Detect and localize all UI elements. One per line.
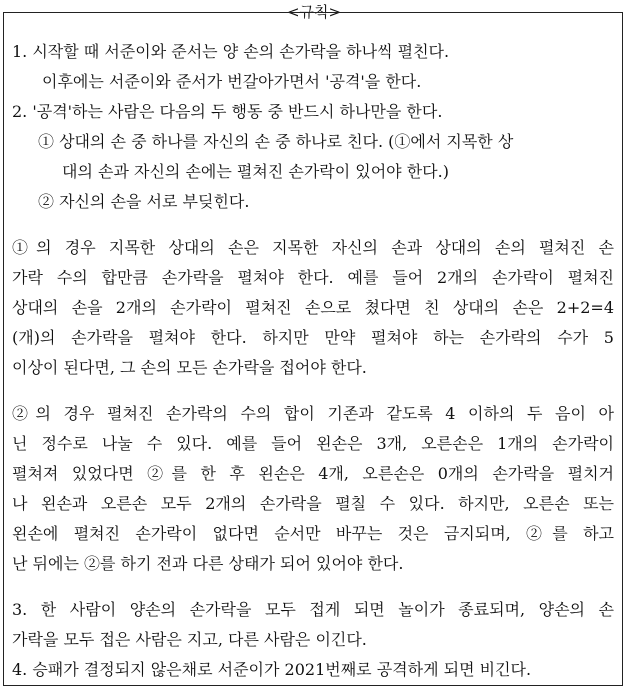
rule-3-line-2: 가락을 모두 접은 사람은 지고, 다른 사람은 이긴다. — [12, 630, 367, 649]
rule-2-option-2: ② 자신의 손을 서로 부딪힌다. — [38, 192, 250, 211]
para-1-line-2: 가락 수의 합만큼 손가락을 펼쳐야 한다. 예를 들어 2개의 손가락이 펼쳐진 — [12, 268, 614, 287]
rules-title-text: <규칙> — [273, 3, 355, 21]
spacer — [12, 383, 614, 399]
para-2-line-4: 나 왼손과 오른손 모두 2개의 손가락을 펼칠 수 있다. 하지만, 오른손 또는 — [12, 494, 614, 513]
para-2-line-1: ②의 경우 펼쳐진 손가락의 수의 합이 기존과 같도록 4 이하의 두 음이 아 — [12, 404, 614, 423]
para-1-line-3: 상대의 손을 2개의 손가락이 펼쳐진 손으로 쳤다면 친 상대의 손은 2+2=4 — [12, 298, 614, 317]
rule-2-line-1: 2. '공격'하는 사람은 다음의 두 행동 중 반드시 하나만을 한다. — [12, 102, 443, 121]
para-1-line-4: (개)의 손가락을 펼쳐야 한다. 하지만 만약 펼쳐야 하는 손가락의 수가 5 — [12, 328, 614, 347]
rules-content — [12, 37, 614, 685]
para-2-line-5: 왼손에 펼쳐진 손가락이 없다면 순서만 바꾸는 것은 금지되며, ②를 하고 — [12, 524, 614, 543]
spacer — [12, 217, 614, 233]
rules-box — [3, 12, 623, 686]
para-1-line-5: 이상이 된다면, 그 손의 모든 손가락을 접어야 한다. — [12, 358, 367, 377]
para-1-line-1: ①의 경우 지목한 상대의 손은 지목한 자신의 손과 상대의 손의 펼쳐진 손 — [12, 238, 614, 257]
rule-2-option-1-line-2: 대의 손과 자신의 손에는 펼쳐진 손가락이 있어야 한다.) — [62, 162, 449, 181]
para-2-line-3: 펼쳐져 있었다면 ②를 한 후 왼손은 4개, 오른손은 0개의 손가락을 펼치거 — [12, 464, 614, 483]
rule-3-line-1: 3. 한 사람이 양손의 손가락을 모두 접게 되면 놀이가 종료되며, 양손의 손 — [12, 600, 614, 619]
para-2-line-6: 난 뒤에는 ②를 하기 전과 다른 상태가 되어 있어야 한다. — [12, 554, 404, 573]
rule-4-line-1: 4. 승패가 결정되지 않은채로 서준이가 2021번째로 공격하게 되면 비긴다. — [12, 660, 532, 679]
rule-1-line-2: 이후에는 서준이와 준서가 번갈아가면서 '공격'을 한다. — [42, 72, 422, 91]
rule-1-line-1: 1. 시작할 때 서준이와 준서는 양 손의 손가락을 하나씩 펼친다. — [12, 42, 450, 61]
spacer — [12, 579, 614, 595]
para-2-line-2: 닌 정수로 나눌 수 있다. 예를 들어 왼손은 3개, 오른손은 1개의 손가락이 — [12, 434, 614, 453]
rule-2-option-1-line-1: ① 상대의 손 중 하나를 자신의 손 중 하나로 친다. (①에서 지목한 상 — [38, 132, 514, 151]
